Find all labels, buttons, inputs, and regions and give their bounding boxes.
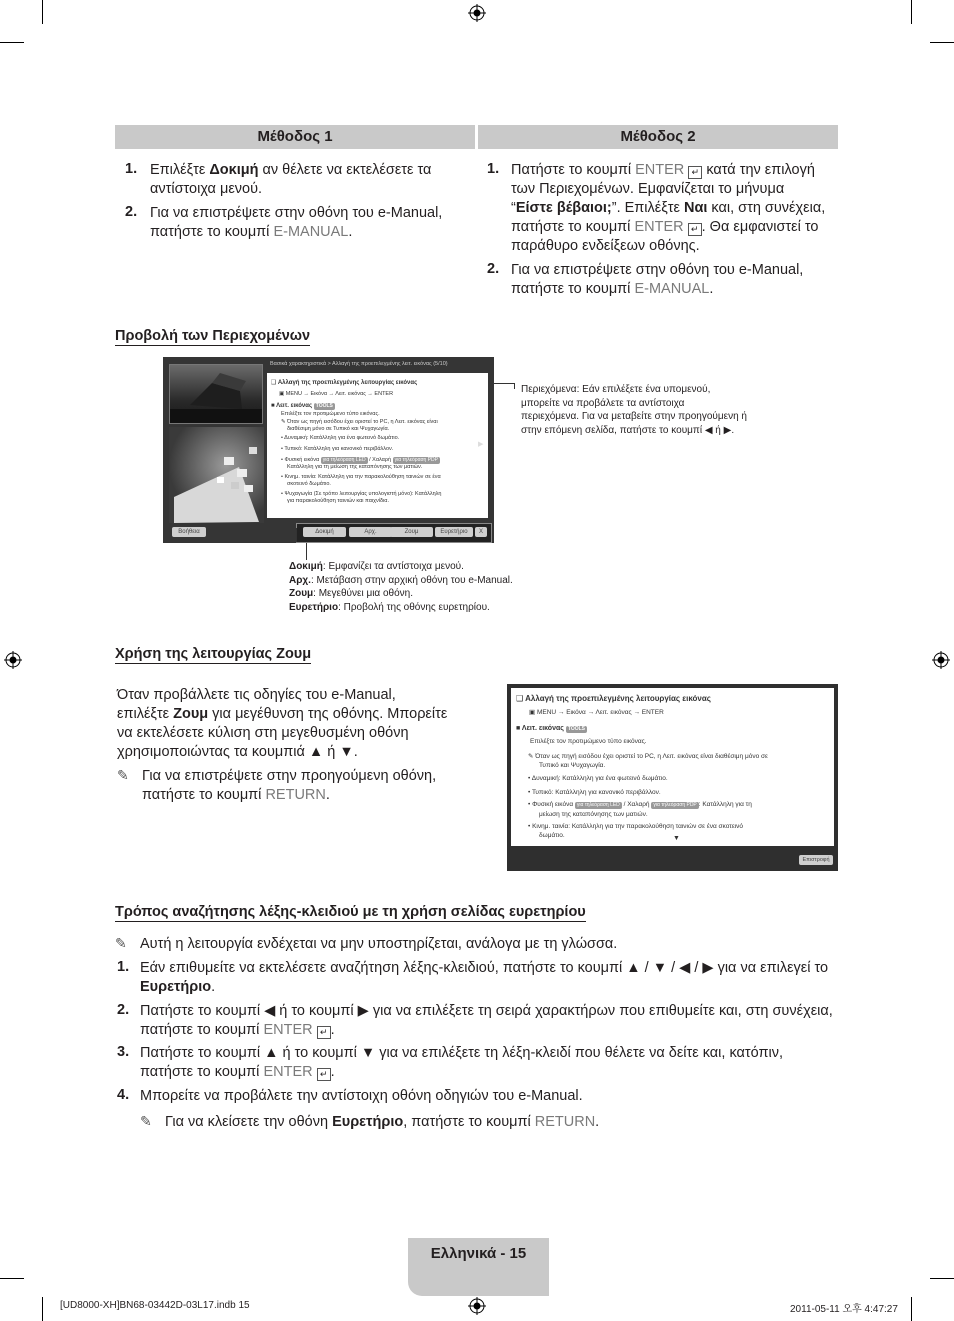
- content-title: ❑ Αλλαγή της προεπιλεγμένης λειτουργίας εικόνας: [271, 380, 418, 386]
- mode-label: ■ Λειτ. εικόνας TOOLS: [516, 725, 586, 732]
- method2-step2: Για να επιστρέψετε στην οθόνη του e-Manual, πατήστε το κουμπί E-MANUAL.: [511, 262, 804, 297]
- zoomed-content-panel[interactable]: [511, 688, 834, 846]
- zoomed-screenshot: [507, 684, 838, 871]
- content-title: ❑ Αλλαγή της προεπιλεγμένης λειτουργίας εικόνας: [516, 694, 711, 703]
- note-icon: ✎: [115, 935, 127, 951]
- registration-mark-icon: [932, 651, 950, 669]
- bullet-cont: δωμάτιο.: [539, 832, 565, 839]
- callout-line: [494, 383, 514, 384]
- registration-mark-icon: [468, 1297, 486, 1315]
- step-number: 2.: [117, 1002, 130, 1018]
- step-number: 1.: [487, 161, 500, 177]
- bullet: • Τυπικό: Κατάλληλη για κανονικό περιβάλλον.: [528, 789, 661, 796]
- section-heading-view-contents: Προβολή των Περιεχομένων: [115, 328, 311, 344]
- bullet: • Φυσική εικόνα για τηλεόραση LED / Χαλαρή για τηλεόραση PDP: [281, 457, 439, 463]
- registration-mark-icon: [4, 651, 22, 669]
- enter-icon: ↵: [688, 223, 702, 236]
- bullet-cont: για παρακολούθηση ταινιών και παιχνίδια.: [287, 498, 389, 504]
- next-page-arrow-icon[interactable]: ▶: [478, 441, 484, 448]
- close-button[interactable]: X: [475, 527, 487, 537]
- footer-file: [UD8000-XH]BN68-03442D-03L17.indb 15: [60, 1300, 250, 1311]
- note1b: Τυπικό και Ψυχαγωγία.: [539, 762, 606, 769]
- crop-mark: [930, 1278, 954, 1279]
- mode-label: ■ Λειτ. εικόνας TOOLS: [271, 403, 333, 409]
- note-icon: ✎: [140, 1113, 152, 1129]
- footer-date: 2011-05-11 오후 4:47:27: [790, 1304, 898, 1315]
- menu-path: ▣ MENU → Εικόνα → Λειτ. εικόνας → ENTER: [279, 391, 394, 397]
- crop-mark: [911, 0, 912, 24]
- return-button[interactable]: Επιστροφή: [799, 855, 833, 865]
- emanual-screenshot: [163, 357, 494, 543]
- step-number: 2.: [487, 261, 500, 277]
- crop-mark: [911, 1297, 912, 1321]
- page-number: Ελληνικά - 15: [430, 1245, 527, 1262]
- floating-tiles-icon: [169, 427, 264, 523]
- method2-header: Μέθοδος 2: [478, 125, 838, 149]
- callout-line: [514, 383, 515, 389]
- bullet: • Ψυχαγωγία (Σε τρόπο λειτουργίας υπολογιστή μόνο): Κατάλληλη: [281, 491, 442, 497]
- crop-mark: [42, 0, 43, 24]
- callout-line: [306, 543, 307, 560]
- button-legend: Δοκιμή: Εμφανίζει τα αντίστοιχα μενού. Αρχ.: Μετάβαση στην αρχική οθόνη του e-Manual. Ζουμ: Μεγεθύνει μια οθόνη. Ευρετήριο: Προβολή της οθόνης ευρετηρίου.: [289, 561, 513, 613]
- bullet: • Κινημ. ταινία: Κατάλληλη για την παρακολούθηση ταινιών σε ένα σκοτεινό: [528, 823, 744, 830]
- bullet: • Φυσική εικόνα για τηλεόραση LED / Χαλαρή για τηλεόραση PDP : Κατάλληλη για τη: [528, 801, 752, 808]
- zoom-note: Για να επιστρέψετε στην προηγούμενη οθόνη, πατήστε το κουμπί RETURN.: [142, 768, 437, 803]
- content-panel[interactable]: [267, 373, 488, 518]
- index-button[interactable]: Ευρετήριο: [435, 527, 473, 537]
- enter-icon: ↵: [688, 166, 702, 179]
- mode-desc: Επιλέξτε τον προτιμώμενο τύπο εικόνας.: [530, 738, 647, 745]
- step-number: 4.: [117, 1087, 130, 1103]
- note1: ✎ Όταν ως πηγή εισόδου έχει οριστεί το PC, η Λειτ. εικόνας είναι: [281, 419, 438, 425]
- bullet-cont: μείωση της καταπόνησης των ματιών.: [539, 811, 648, 818]
- step-number: 1.: [117, 959, 130, 975]
- zoom-paragraph: Όταν προβάλλετε τις οδηγίες του e-Manual, επιλέξτε Ζουμ για μεγέθυνση της οθόνης. Μπορείτε να εκτελέσετε κύλιση στη μεγεθυσμένη οθόνη χρησιμοποιώντας τα κουμπιά ▲ ή ▼.: [117, 687, 448, 760]
- thumbnail-image: [169, 364, 263, 424]
- method2-step1: Πατήστε το κουμπί ENTER ↵ κατά την επιλογή των Περιεχομένων. Εμφανίζεται το μήνυμα “Είστε βέβαιοι;”. Επιλέξτε Ναι και, στη συνέχεια, πατήστε το κουμπί ENTER ↵ . Θα εμφανιστεί το παράθυρο ενδείξεων οθόνης.: [511, 162, 826, 254]
- help-button[interactable]: Βοήθεια: [172, 527, 206, 537]
- home-button[interactable]: Αρχ.: [349, 527, 392, 537]
- bullet: • Κινημ. ταινία: Κατάλληλη για την παρακολούθηση ταινιών σε ένα: [281, 474, 441, 480]
- method1-header: Μέθοδος 1: [115, 125, 475, 149]
- section-heading-search: Τρόπος αναζήτησης λέξης-κλειδιού με τη χρήση σελίδας ευρετηρίου: [115, 904, 586, 920]
- method1-step2: Για να επιστρέψετε στην οθόνη του e-Manual, πατήστε το κουμπί E-MANUAL.: [150, 205, 443, 240]
- bullet: • Δυναμική: Κατάλληλη για ένα φωτεινό δωμάτιο.: [281, 435, 400, 441]
- search-step4: Μπορείτε να προβάλετε την αντίστοιχη οθόνη οδηγιών του e-Manual.: [140, 1088, 583, 1104]
- decorative-graphic: [169, 427, 264, 523]
- breadcrumb: Βασικά χαρακτηριστικά > Αλλαγή της προεπιλεγμένης λειτ. εικόνας (5/10): [270, 361, 448, 367]
- callout-line: [296, 528, 297, 542]
- barn-image-icon: [170, 365, 262, 423]
- search-step3: Πατήστε το κουμπί ▲ ή το κουμπί ▼ για να επιλέξετε τη λέξη-κλειδί που θέλετε να δείτε και, κατόπιν, πατήστε το κουμπί ENTER ↵ .: [140, 1045, 784, 1080]
- zoom-button[interactable]: Ζουμ: [390, 527, 433, 537]
- step-number: 3.: [117, 1044, 130, 1060]
- bullet-cont: σκοτεινό δωμάτιο.: [287, 481, 331, 487]
- search-step2: Πατήστε το κουμπί ◀ ή το κουμπί ▶ για να επιλέξετε τη σειρά χαρακτήρων που επιθυμείτε και, στη συνέχεια, πατήστε το κουμπί ENTER ↵ .: [140, 1003, 833, 1038]
- registration-mark-icon: [468, 4, 486, 22]
- note1: ✎ Όταν ως πηγή εισόδου έχει οριστεί το PC, η Λειτ. εικόνας είναι διαθέσιμη μόνο σε: [528, 753, 768, 760]
- crop-mark: [0, 1278, 24, 1279]
- step-number: 2.: [125, 204, 138, 220]
- contents-callout: Περιεχόμενα: Εάν επιλέξετε ένα υπομενού, μπορείτε να προβάλετε τα αντίστοιχα περιεχόμενα. Για να μεταβείτε στην προηγούμενη ή στην επόμενη σελίδα, πατήστε το κουμπί ◀ ή ▶.: [521, 384, 747, 436]
- menu-path: ▣ MENU → Εικόνα → Λειτ. εικόνας → ENTER: [529, 709, 664, 716]
- bullet: • Δυναμική: Κατάλληλη για ένα φωτεινό δωμάτιο.: [528, 775, 668, 782]
- crop-mark: [930, 42, 954, 43]
- search-note: Αυτή η λειτουργία ενδέχεται να μην υποστηρίζεται, ανάλογα με τη γλώσσα.: [140, 936, 618, 952]
- crop-mark: [0, 42, 24, 43]
- enter-icon: ↵: [317, 1026, 331, 1039]
- bullet-cont: Κατάλληλη για τη μείωση της καταπόνησης των ματιών.: [287, 464, 423, 470]
- crop-mark: [42, 1297, 43, 1321]
- section-heading-zoom: Χρήση της λειτουργίας Ζουμ: [115, 646, 312, 662]
- step-number: 1.: [125, 161, 138, 177]
- search-step4-note: Για να κλείσετε την οθόνη Ευρετήριο, πατήστε το κουμπί RETURN.: [165, 1114, 600, 1130]
- note1b: διαθέσιμη μόνο σε Τυπικό και Ψυχαγωγία.: [287, 426, 390, 432]
- mode-desc: Επιλέξτε τον προτιμώμενο τύπο εικόνας.: [281, 411, 380, 417]
- scroll-down-icon[interactable]: ▼: [673, 835, 680, 842]
- enter-icon: ↵: [317, 1068, 331, 1081]
- method1-step1: Επιλέξτε Δοκιμή αν θέλετε να εκτελέσετε τα αντίστοιχα μενού.: [150, 162, 432, 197]
- note-icon: ✎: [117, 767, 129, 783]
- bullet: • Τυπικό: Κατάλληλη για κανονικό περιβάλλον.: [281, 446, 394, 452]
- search-step1: Εάν επιθυμείτε να εκτελέσετε αναζήτηση λέξης-κλειδιού, πατήστε το κουμπί ▲ / ▼ / ◀ / ▶ για να επιλεγεί το Ευρετήριο.: [140, 960, 829, 995]
- try-button[interactable]: Δοκιμή: [303, 527, 346, 537]
